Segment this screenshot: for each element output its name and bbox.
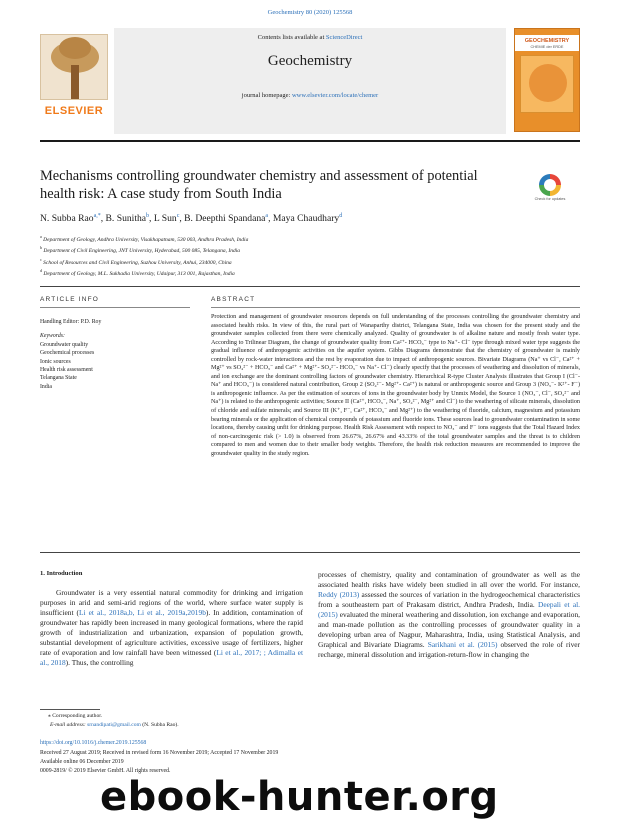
footnote-divider bbox=[40, 709, 100, 710]
author-name[interactable]: L Sun bbox=[153, 213, 177, 225]
affiliation-item: $^a$ Department of Geology, Andhra University, Visakhapatnam, 530 003, Andhra Pradesh, India bbox=[40, 234, 249, 243]
section-heading-introduction: 1. Introduction bbox=[40, 570, 83, 577]
article-title: Mechanisms controlling groundwater chemistry and assessment of potential health risk: A case study from South India bbox=[40, 168, 478, 202]
check-updates-icon bbox=[539, 174, 561, 196]
email-footnote bbox=[50, 722, 179, 728]
author-name[interactable]: B. Deepthi Spandana bbox=[184, 213, 266, 225]
available-online-date: Available online 06 December 2019 bbox=[40, 759, 124, 765]
keywords-label: Keywords: bbox=[40, 333, 65, 340]
author-affiliation-marker[interactable]: a bbox=[265, 213, 269, 219]
affiliation-item: $^d$ Department of Geology, M.L. Sukhadia University, Udaipur, 313 001, Rajasthan, India bbox=[40, 268, 235, 278]
keyword-item: Health risk assessment bbox=[40, 367, 93, 374]
keyword-item: Groundwater quality bbox=[40, 341, 89, 348]
author-affiliation-marker[interactable]: b bbox=[146, 213, 150, 219]
doi-link[interactable]: https://doi.org/10.1016/j.chemer.2019.125568 bbox=[40, 740, 147, 746]
introduction-right-column bbox=[318, 570, 580, 660]
author-name[interactable]: Maya Chaudhary bbox=[272, 213, 340, 225]
body-text: ). Thus, the controlling bbox=[65, 658, 134, 668]
elsevier-logo bbox=[40, 34, 108, 126]
article-info-rule bbox=[40, 307, 190, 308]
citation-link[interactable]: Deepali et al. (2015) bbox=[318, 600, 580, 620]
keyword-item: Telangana State bbox=[40, 375, 77, 382]
homepage-prefix: journal homepage: bbox=[241, 92, 292, 99]
author-affiliation-marker[interactable]: d bbox=[339, 213, 343, 219]
journal-citation-link[interactable]: Geochemistry 80 (2020) 125568 bbox=[267, 9, 353, 16]
body-text: Groundwater is a very essential natural commodity for drinking and irrigation purposes in arid and semi-arid regions of the world, where surface water supply is insufficient ( bbox=[40, 588, 303, 618]
email-label: E-mail address: bbox=[50, 722, 88, 728]
abstract-text: Protection and management of groundwater resources depends on full understanding of the processes controlling the groundwater chemistry and associated health risks. In view of this, the rural part of Wanaparthy district, Telangana State, India was chosen for the present study and the groundwater samples collected from there were chemically analyzed. Quality of groundwater is of alkaline nature and mostly fresh water type. According to Trilinear Diagram, the change of groundwater quality from Ca²⁺- HCO₃⁻ type to Na⁺- Cl⁻ type through mixed water type suggests the gradual influence of anthropogenic activities on the aquifer system. Gibbs Diagrams demonstrate that the chemistry of groundwater is mainly controlled by rock-water interactions and the rest by evaporation due to impact of anthropogenic sources. Bivariate Diagrams (Na⁺ vs Cl⁻, Ca²⁺ + Mg²⁺ vs SO₄²⁻ + HCO₃⁻ and Ca²⁺ + Mg²⁺- SO₄²⁻- HCO₃⁻ vs Na⁺- Cl⁻) clearly specify that the processes of weathering and dissolution of minerals, and ion exchange are the dominant controlling factors of groundwater chemistry. Hierarchical R-type Cluster Analysis illustrates that Group I (Cl⁻- Na⁺ and HCO₃⁻) is considered natural contribution, Group 2 (SO₄²⁻- Mg²⁺- Ca²⁺) is natural or anthropogenic source and Group 3 (NO₃⁻- K²⁺- F⁻) is anthropogenic influence. As per the estimation of sources of ions in the groundwater body by Unmix Model, the Source 1 (NO₃⁻, Cl⁻, SO₄²⁻ and Na⁺) is related to the anthropogenic activities; Source II (Ca²⁺, HCO₃⁻, Na⁺, SO₄²⁻, Mg²⁺ and Cl⁻) to the weathering of silicate minerals, dissolution of chloride and sulfate minerals; and Source III (K⁺, F⁻, Ca²⁺, HCO₃⁻ and Mg²⁺) to the weathering of fluoride, calcium, magnesium and potassium bearing minerals or the application of chemical compounds of potassium and fluoride ions. These sources lead to groundwater contamination in some locations, thereby causing unfit for drinking purpose. Health Risk Assessment with respect to NO₃⁻ and F⁻ ions suggests that the Total Hazard Index of non-carcinogenic risk (> 1.0) is observed from 26.67%, 26.67% and 43.33% of the total groundwater samples and the threat is to children compared to men and women due to their smaller body weights. Therefore, the health risk reduction measures are recommended to improve the groundwater quality in the study region. bbox=[211, 314, 580, 457]
article-info-panel bbox=[40, 318, 190, 391]
citation-link[interactable]: Sarikhani et al. (2015) bbox=[427, 640, 498, 650]
sciencedirect-link[interactable]: ScienceDirect bbox=[325, 34, 363, 41]
header-divider bbox=[40, 286, 580, 287]
email-suffix: (N. Subba Rao). bbox=[140, 722, 179, 728]
elsevier-tree-icon bbox=[40, 34, 108, 100]
article-info-heading: ARTICLE INFO bbox=[40, 296, 100, 303]
cover-subtitle: CHEMIE der ERDE bbox=[515, 45, 579, 51]
body-text: assessed the sources of variation in the hydrogeochemical characteristics from a southeastern part of Prakasam district, Andhra Pradesh, India. bbox=[318, 590, 580, 610]
citation-link[interactable]: Li et al., 2018a,b, Li et al., 2019a,2019b bbox=[79, 608, 206, 618]
corresponding-author-note: ⁎ Corresponding author. bbox=[48, 713, 103, 719]
keyword-item: India bbox=[40, 383, 52, 390]
check-for-updates-button[interactable] bbox=[530, 174, 570, 208]
abstract-bottom-divider bbox=[40, 552, 580, 553]
author-name[interactable]: B. Sunitha bbox=[105, 213, 147, 225]
masthead-banner bbox=[114, 28, 506, 134]
abstract-rule bbox=[211, 307, 580, 308]
citation-link[interactable]: Reddy (2013) bbox=[318, 590, 360, 600]
author-affiliation-marker[interactable]: c bbox=[176, 213, 180, 219]
body-text: processes of chemistry, quality and contamination of groundwater as well as the associated health risks have widely been studied in all over the world. For instance, bbox=[318, 570, 580, 590]
journal-cover-image[interactable] bbox=[514, 28, 580, 132]
contents-line bbox=[114, 34, 506, 41]
abstract-heading: ABSTRACT bbox=[211, 296, 256, 303]
affiliation-item: $^c$ School of Resources and Civil Engineering, Suzhou University, Anhui, 234000, China bbox=[40, 256, 232, 266]
copyright-line: 0009-2819/ © 2019 Elsevier GmbH. All rights reserved. bbox=[40, 768, 171, 774]
journal-name: Geochemistry bbox=[267, 53, 353, 69]
journal-masthead bbox=[40, 28, 580, 134]
contents-prefix: Contents lists available at bbox=[257, 34, 326, 41]
body-text: ). In addition, contamination of groundwater has rapidly been increased in many geological formations, where the rapid growth of industrialization and urbanization, expansion of population growth, substantial development of agriculture activities, excessive usage of fertilizers, higher rate of evaporation and low rainfall have been witnessed ( bbox=[40, 608, 303, 658]
cover-artwork bbox=[520, 55, 574, 113]
masthead-divider bbox=[40, 140, 580, 142]
body-text: evaluated the mineral weathering and dissolution, ion exchange and evaporation, and man-made pollution as the controlling processes of groundwater quality in a developing urban area of Nagpur, Maharashtra, India, using Statistical Analysis, and Graphical and Bivariate Diagrams. bbox=[318, 610, 580, 650]
journal-homepage-link[interactable]: www.elsevier.com/locate/chemer bbox=[291, 92, 379, 99]
cover-title: GEOCHEMISTRY bbox=[515, 35, 579, 45]
citation-link[interactable]: Li et al., 2017; ; Adimalla et al., 2018 bbox=[40, 648, 303, 668]
introduction-left-column bbox=[40, 588, 303, 668]
elsevier-wordmark: ELSEVIER bbox=[44, 105, 104, 117]
check-updates-label: Check for updates bbox=[534, 197, 566, 201]
affiliation-list bbox=[40, 233, 580, 279]
body-text: observed the role of river recharge, mineral dissolution and irrigation-return-flow in changing the bbox=[318, 640, 581, 660]
watermark-text: ebook-hunter.org bbox=[100, 774, 499, 820]
received-dates: Received 27 August 2019; Received in revised form 16 November 2019; Accepted 17 November 2019 bbox=[40, 750, 279, 756]
author-list: N. Subba Rao$^{a,*}$, B. Sunitha$^b$, L Sun$^c$, B. Deepthi Spandana$^a$, Maya Chaudhary$^d$ bbox=[40, 213, 343, 225]
email-link[interactable]: srnandipati@gmail.com bbox=[87, 722, 141, 728]
handling-editor: Handling Editor: P.D. Roy bbox=[40, 319, 102, 325]
homepage-line bbox=[114, 92, 506, 99]
keyword-item: Ionic sources bbox=[40, 358, 71, 365]
author-affiliation-marker[interactable]: a,* bbox=[93, 213, 101, 219]
author-name[interactable]: N. Subba Rao bbox=[40, 213, 94, 225]
keyword-item: Geochemical processes bbox=[40, 350, 95, 357]
affiliation-item: $^b$ Department of Civil Engineering, JNT University, Hyderabad, 500 085, Telangana, India bbox=[40, 245, 240, 255]
